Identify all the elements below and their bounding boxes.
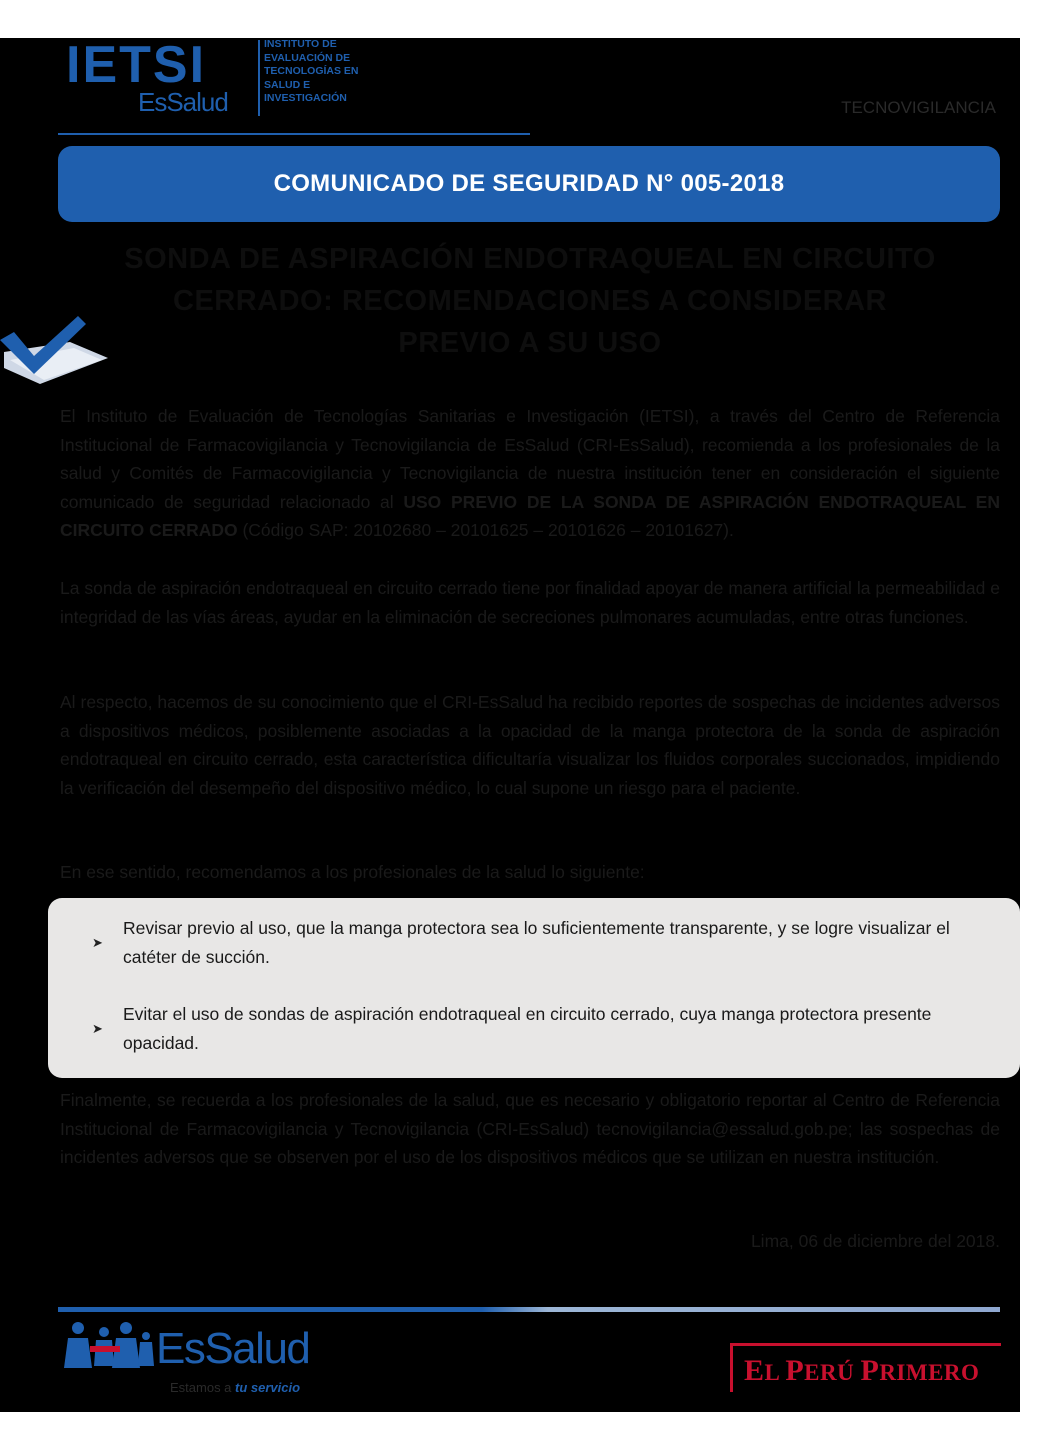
logo-divider [258, 40, 260, 116]
institute-line: TECNOLOGÍAS EN [264, 65, 359, 77]
document-date: Lima, 06 de diciembre del 2018. [750, 1231, 1000, 1251]
peru-logo-letter: E [744, 1354, 765, 1387]
reports-paragraph: Al respecto, hacemos de su conocimiento que el CRI-EsSalud ha recibido reportes de sospechas de incidentes adversos a dispositivos médicos, posiblemente asociadas a la opacidad de la manga protectora de la sonda de aspiración endotraqueal en circuito cerrado, esta característica dificultaría visualizar los fluidos corporales succionados, impidiendo la verificación del desempeño del dispositivo médico, lo cual supone un riesgo para el paciente. [60, 692, 1000, 798]
arrow-bullet-icon: ➤ [92, 936, 103, 951]
recommendations-box [48, 898, 1020, 1078]
closing-paragraph: Finalmente, se recuerda a los profesionales de la salud, que es necesario y obligatorio reportar al Centro de Referencia Institucional de Farmacovigilancia y Tecnovigilancia (CRI-EsSalud) tecnovigilancia@essalud.gob.pe; las sospechas de incidentes adversos que se observen por el uso de los dispositivos médicos que se utilizan en nuestra institución. [60, 1090, 1000, 1167]
tagline-text: Estamos a [170, 1380, 236, 1395]
recommendation-text: Revisar previo al uso, que la manga protectora sea lo suficientemente transparente, y se logre visualizar el catéter de succión. [123, 918, 950, 967]
title-line: SONDA DE ASPIRACIÓN ENDOTRAQUEAL EN CIRCUITO [124, 243, 936, 275]
institute-line: INSTITUTO DE [264, 38, 337, 50]
family-figures-icon [64, 1320, 156, 1376]
institute-line: SALUD E [264, 78, 311, 91]
intro-text: El Instituto de Evaluación de Tecnologías Sanitarias e Investigación (IETSI), a través del Centro de Referencia Institucional de Farmacovigilancia y Tecnovigilancia de EsSalud (CRI-EsSalud), recomienda a los profesionales de la salud y Comités de Farmacovigilancia y Tecnovigilancia de nuestra institución tener en consideración el siguiente comunicado de seguridad relacionado al [60, 406, 1000, 512]
document-page [0, 38, 1020, 1412]
intro-bold-text: USO PREVIO DE LA SONDA DE ASPIRACIÓN ENDOTRAQUEAL EN CIRCUITO CERRADO [60, 491, 1000, 540]
banner-title: COMUNICADO DE SEGURIDAD N° 005-2018 [273, 170, 785, 197]
essalud-tagline [170, 1380, 300, 1395]
intro-paragraph [60, 402, 1000, 545]
peru-logo-letter: P [860, 1354, 880, 1387]
logo-acronym: IETSI [66, 38, 207, 94]
communique-banner [58, 146, 1000, 222]
title-line: PREVIO A SU USO [398, 327, 662, 359]
tagline-bold: tu servicio [235, 1380, 301, 1395]
section-label: TECNOVIGILANCIA [841, 98, 996, 117]
title-line: CERRADO: RECOMENDACIONES A CONSIDERAR [173, 285, 887, 317]
institute-name [264, 38, 394, 106]
footer-rule [58, 1307, 1000, 1312]
essalud-logo-text: EsSalud [156, 1324, 310, 1373]
essalud-footer-logo [64, 1320, 310, 1395]
intro-code-text: (Código SAP: 20102680 – 20101625 – 20101626 – 20101627). [237, 520, 734, 540]
header-rule [58, 133, 530, 135]
peru-logo-letters: L [764, 1360, 786, 1385]
recommendation-text: Evitar el uso de sondas de aspiración endotraqueal en circuito cerrado, cuya manga protectora presente opacidad. [123, 1004, 932, 1053]
peru-logo-letter: P [785, 1354, 805, 1387]
recommend-intro: En ese sentido, recomendamos a los profesionales de la salud lo siguiente: [60, 862, 645, 882]
peru-logo-letters: RIMERO [879, 1360, 980, 1385]
document-title [40, 238, 1020, 364]
logo-sub: EsSalud [138, 87, 228, 117]
institute-line: INVESTIGACIÓN [264, 92, 347, 104]
checkmark-icon [0, 312, 112, 388]
purpose-paragraph: La sonda de aspiración endotraqueal en circuito cerrado tiene por finalidad apoyar de manera artificial la permeabilidad e integridad de las vías áreas, ayudar en la eliminación de secreciones pulmonares acumuladas, entre otras funciones. [60, 578, 1000, 627]
institute-line: EVALUACIÓN DE [264, 51, 351, 64]
peru-primero-logo [744, 1354, 979, 1388]
peru-logo-letters: ERÚ [804, 1360, 861, 1385]
arrow-bullet-icon: ➤ [92, 1022, 103, 1037]
